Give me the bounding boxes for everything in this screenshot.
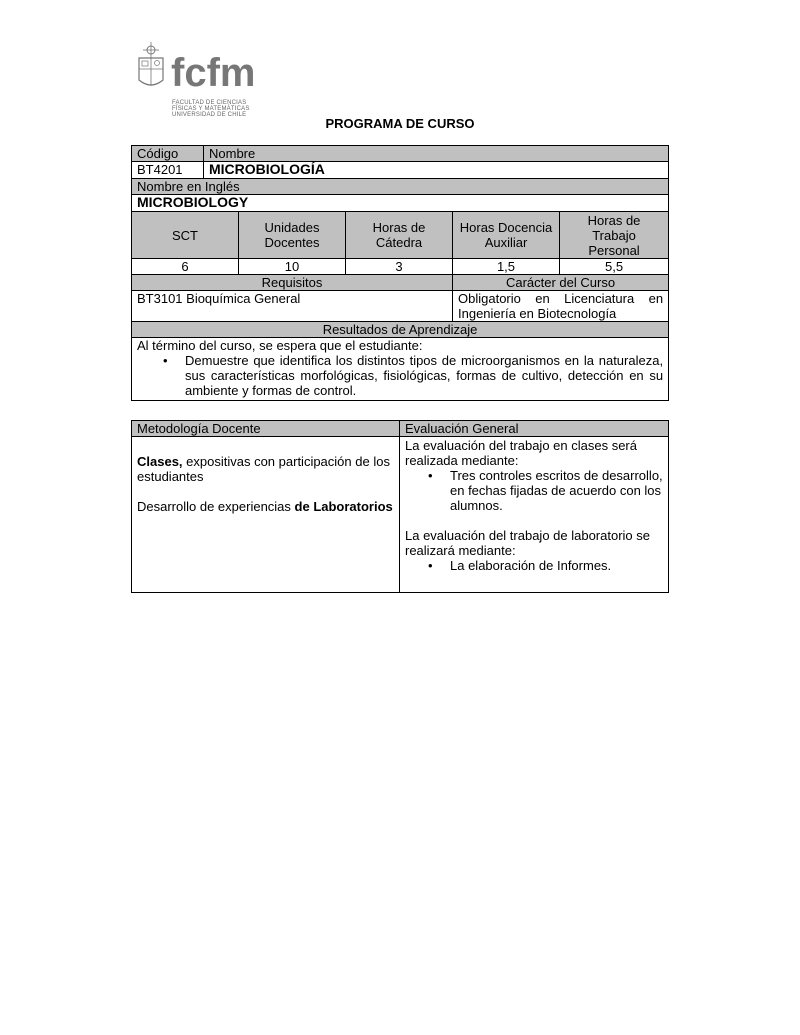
method-2: Desarrollo de experiencias de Laboratorios: [137, 499, 393, 514]
bullet-icon: •: [163, 353, 168, 368]
evaluation-label: Evaluación General: [400, 421, 669, 437]
bullet-icon: •: [428, 558, 433, 573]
learning-content: [132, 338, 669, 401]
name-label: Nombre: [204, 146, 669, 162]
method-content: [132, 437, 400, 593]
course-name: MICROBIOLOGÍA: [204, 162, 669, 179]
evaluation-1-item: • Tres controles escritos de desarrollo, en fechas fijadas de acuerdo con los alumnos.: [428, 468, 663, 513]
method-label: Metodología Docente: [132, 421, 400, 437]
units-value-docentes: 10: [239, 259, 346, 275]
learning-label: Resultados de Aprendizaje: [132, 322, 669, 338]
requirements-value: BT3101 Bioquímica General: [132, 291, 453, 322]
units-value-catedra: 3: [346, 259, 453, 275]
english-name: MICROBIOLOGY: [132, 195, 669, 212]
logo-subtitle: FACULTAD DE CIENCIAS FÍSICAS Y MATEMÁTICAS UNIVERSIDAD DE CHILE: [172, 100, 250, 118]
university-shield-icon: [139, 42, 163, 86]
character-value: Obligatorio en Licenciatura en Ingeniería en Biotecnología: [453, 291, 669, 322]
methods-table: [131, 420, 669, 593]
course-table: [131, 145, 669, 401]
evaluation-1: La evaluación del trabajo en clases será realizada mediante:: [405, 438, 637, 468]
evaluation-2: La evaluación del trabajo de laboratorio se realizará mediante:: [405, 528, 651, 558]
code-label: Código: [132, 146, 204, 162]
method-1: Clases, expositivas con participación de los estudiantes: [137, 454, 390, 484]
course-code: BT4201: [132, 162, 204, 179]
evaluation-2-item: • La elaboración de Informes.: [428, 558, 612, 573]
page-title: PROGRAMA DE CURSO: [325, 116, 475, 131]
requirements-label: Requisitos: [132, 275, 453, 291]
units-header-auxiliar: Horas Docencia Auxiliar: [453, 212, 560, 259]
bullet-icon: •: [428, 468, 433, 483]
character-label: Carácter del Curso: [453, 275, 669, 291]
logo-wordmark: fcfm: [171, 51, 256, 95]
units-header-docentes: Unidades Docentes: [239, 212, 346, 259]
units-value-sct: 6: [132, 259, 239, 275]
units-header-personal: Horas de Trabajo Personal: [560, 212, 669, 259]
learning-item-text: Demuestre que identifica los distintos tipos de microorganismos en la naturaleza, sus características morfológicas, fisiológicas, formas de cultivo, detección en su ambiente y formas de control.: [185, 353, 664, 398]
english-name-label: Nombre en Inglés: [132, 179, 669, 195]
evaluation-content: [400, 437, 669, 593]
learning-item: [163, 353, 664, 398]
units-value-personal: 5,5: [560, 259, 669, 275]
units-value-auxiliar: 1,5: [453, 259, 560, 275]
units-header-sct: SCT: [132, 212, 239, 259]
units-header-catedra: Horas de Cátedra: [346, 212, 453, 259]
learning-intro: Al término del curso, se espera que el estudiante:: [137, 338, 423, 353]
